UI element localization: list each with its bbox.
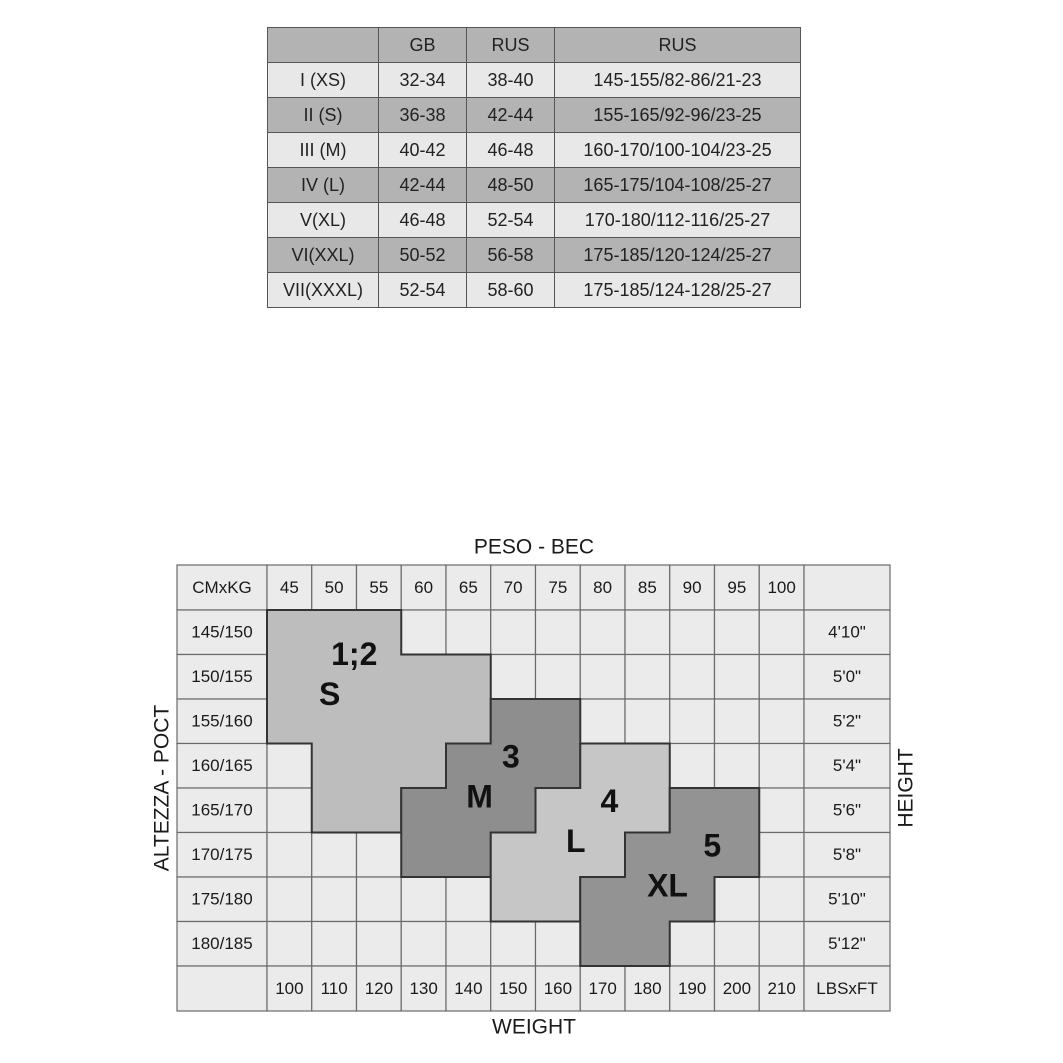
lbs-footer-label: 140 — [454, 978, 483, 998]
table-cell-rus: 48-50 — [467, 168, 555, 203]
table-cell-size: IV (L) — [268, 168, 379, 203]
cm-header-label: 180/185 — [191, 934, 253, 954]
grid-cell — [312, 877, 357, 922]
lbs-unit-label: LBSxFT — [816, 978, 878, 998]
lbs-footer-label: 130 — [409, 978, 438, 998]
kg-header-label: 65 — [458, 577, 478, 597]
lbs-footer-label: 160 — [543, 978, 573, 998]
ft-header-label: 5'4" — [832, 756, 862, 776]
grid-cell — [715, 655, 760, 700]
axis-title-top: PESO - BEC — [473, 535, 595, 559]
size-zone-number: 5 — [703, 827, 722, 864]
table-cell-gb: 46-48 — [379, 203, 467, 238]
grid-cell — [267, 788, 312, 833]
grid-cell — [357, 922, 402, 967]
grid-cell — [625, 610, 670, 655]
grid-cell — [759, 744, 804, 789]
size-zone-number: 4 — [600, 783, 619, 820]
grid-cell — [536, 610, 581, 655]
corner-cell-bottom — [177, 966, 267, 1011]
ft-header-label: 5'6" — [832, 800, 862, 820]
cm-header-label: 175/180 — [191, 889, 253, 909]
table-cell-rus_spec: 145-155/82-86/21-23 — [555, 63, 801, 98]
cm-header-label: 170/175 — [191, 845, 253, 865]
grid-cell — [670, 610, 715, 655]
grid-cell — [715, 699, 760, 744]
size-zone-letter: L — [566, 823, 586, 860]
table-header-cell: GB — [379, 28, 467, 63]
size-zone-number: 1;2 — [331, 636, 378, 673]
grid-cell — [536, 655, 581, 700]
ft-header-label: 5'12" — [828, 934, 866, 954]
grid-cell — [491, 655, 536, 700]
axis-title-bottom: WEIGHT — [492, 1015, 576, 1039]
table-cell-gb: 40-42 — [379, 133, 467, 168]
grid-cell — [267, 833, 312, 878]
table-header-cell: RUS — [555, 28, 801, 63]
ft-header-label: 5'10" — [828, 889, 866, 909]
grid-cell — [401, 610, 446, 655]
kg-header-label: 80 — [593, 577, 613, 597]
table-cell-rus: 52-54 — [467, 203, 555, 238]
cm-header-label: 160/165 — [191, 756, 253, 776]
ft-header-label: 4'10" — [828, 622, 866, 642]
axis-title-left: ALTEZZA - POCT — [150, 704, 174, 872]
kg-header-label: 75 — [548, 577, 568, 597]
grid-cell — [715, 877, 760, 922]
grid-cell — [715, 744, 760, 789]
grid-cell — [759, 877, 804, 922]
ft-header-label: 5'2" — [832, 711, 862, 731]
table-cell-size: II (S) — [268, 98, 379, 133]
table-cell-size: VI(XXL) — [268, 238, 379, 273]
lbs-footer-label: 180 — [633, 978, 662, 998]
kg-header-label: 70 — [503, 577, 523, 597]
lbs-footer-label: 210 — [767, 978, 796, 998]
table-header-cell: RUS — [467, 28, 555, 63]
size-zone-letter: M — [466, 778, 493, 815]
lbs-footer-label: 190 — [677, 978, 707, 998]
table-cell-size: V(XL) — [268, 203, 379, 238]
lbs-footer-label: 120 — [364, 978, 394, 998]
table-cell-gb: 52-54 — [379, 273, 467, 308]
grid-cell — [670, 655, 715, 700]
lbs-footer-label: 100 — [275, 978, 304, 998]
grid-cell — [401, 922, 446, 967]
table-cell-rus: 46-48 — [467, 133, 555, 168]
grid-cell — [401, 877, 446, 922]
grid-cell — [267, 877, 312, 922]
table-cell-rus_spec: 175-185/120-124/25-27 — [555, 238, 801, 273]
table-cell-rus: 56-58 — [467, 238, 555, 273]
table-cell-rus_spec: 165-175/104-108/25-27 — [555, 168, 801, 203]
grid-cell — [625, 699, 670, 744]
table-cell-gb: 42-44 — [379, 168, 467, 203]
grid-cell — [312, 833, 357, 878]
table-cell-gb: 36-38 — [379, 98, 467, 133]
corner-label: CMxKG — [192, 577, 252, 597]
lbs-footer-label: 200 — [722, 978, 752, 998]
table-cell-size: I (XS) — [268, 63, 379, 98]
ft-header-label: 5'0" — [832, 667, 862, 687]
table-cell-gb: 50-52 — [379, 238, 467, 273]
table-cell-rus_spec: 160-170/100-104/23-25 — [555, 133, 801, 168]
axis-title-right: HEIGHT — [894, 748, 918, 828]
table-cell-rus_spec: 170-180/112-116/25-27 — [555, 203, 801, 238]
grid-cell — [580, 610, 625, 655]
kg-header-label: 95 — [727, 577, 747, 597]
grid-cell — [491, 922, 536, 967]
kg-header-label: 60 — [414, 577, 434, 597]
cm-header-label: 155/160 — [191, 711, 253, 731]
grid-cell — [759, 655, 804, 700]
table-cell-size: III (M) — [268, 133, 379, 168]
grid-cell — [715, 610, 760, 655]
lbs-footer-label: 170 — [588, 978, 617, 998]
table-cell-rus: 38-40 — [467, 63, 555, 98]
kg-header-label: 100 — [767, 577, 796, 597]
grid-cell — [536, 922, 581, 967]
cm-header-label: 165/170 — [191, 800, 253, 820]
grid-cell — [759, 699, 804, 744]
grid-cell — [446, 877, 491, 922]
cm-header-label: 145/150 — [191, 622, 253, 642]
cm-header-label: 150/155 — [191, 667, 253, 687]
grid-cell — [491, 610, 536, 655]
table-cell-size: VII(XXXL) — [268, 273, 379, 308]
table-cell-gb: 32-34 — [379, 63, 467, 98]
grid-cell — [759, 833, 804, 878]
lbs-footer-label: 150 — [498, 978, 528, 998]
table-cell-rus: 42-44 — [467, 98, 555, 133]
table-cell-rus_spec: 175-185/124-128/25-27 — [555, 273, 801, 308]
grid-cell — [446, 610, 491, 655]
kg-header-label: 45 — [279, 577, 299, 597]
grid-cell — [670, 922, 715, 967]
grid-cell — [715, 922, 760, 967]
grid-cell — [580, 655, 625, 700]
kg-header-label: 85 — [637, 577, 657, 597]
grid-cell — [446, 922, 491, 967]
kg-header-label: 55 — [369, 577, 389, 597]
grid-cell — [312, 922, 357, 967]
grid-cell — [357, 877, 402, 922]
grid-cell — [670, 744, 715, 789]
grid-cell — [759, 610, 804, 655]
size-zone-letter: S — [318, 676, 341, 713]
grid-cell — [670, 699, 715, 744]
table-cell-rus_spec: 155-165/92-96/23-25 — [555, 98, 801, 133]
grid-cell — [267, 922, 312, 967]
lbs-footer-label: 110 — [320, 978, 348, 998]
size-zone-letter: XL — [647, 867, 688, 904]
ft-header-label: 5'8" — [832, 845, 862, 865]
corner-cell-right — [804, 565, 890, 610]
kg-header-label: 50 — [324, 577, 344, 597]
kg-header-label: 90 — [682, 577, 702, 597]
grid-cell — [625, 655, 670, 700]
size-zone-number: 3 — [501, 738, 520, 775]
grid-cell — [267, 744, 312, 789]
grid-cell — [759, 922, 804, 967]
grid-cell — [357, 833, 402, 878]
grid-cell — [759, 788, 804, 833]
grid-cell — [580, 699, 625, 744]
table-cell-rus: 58-60 — [467, 273, 555, 308]
